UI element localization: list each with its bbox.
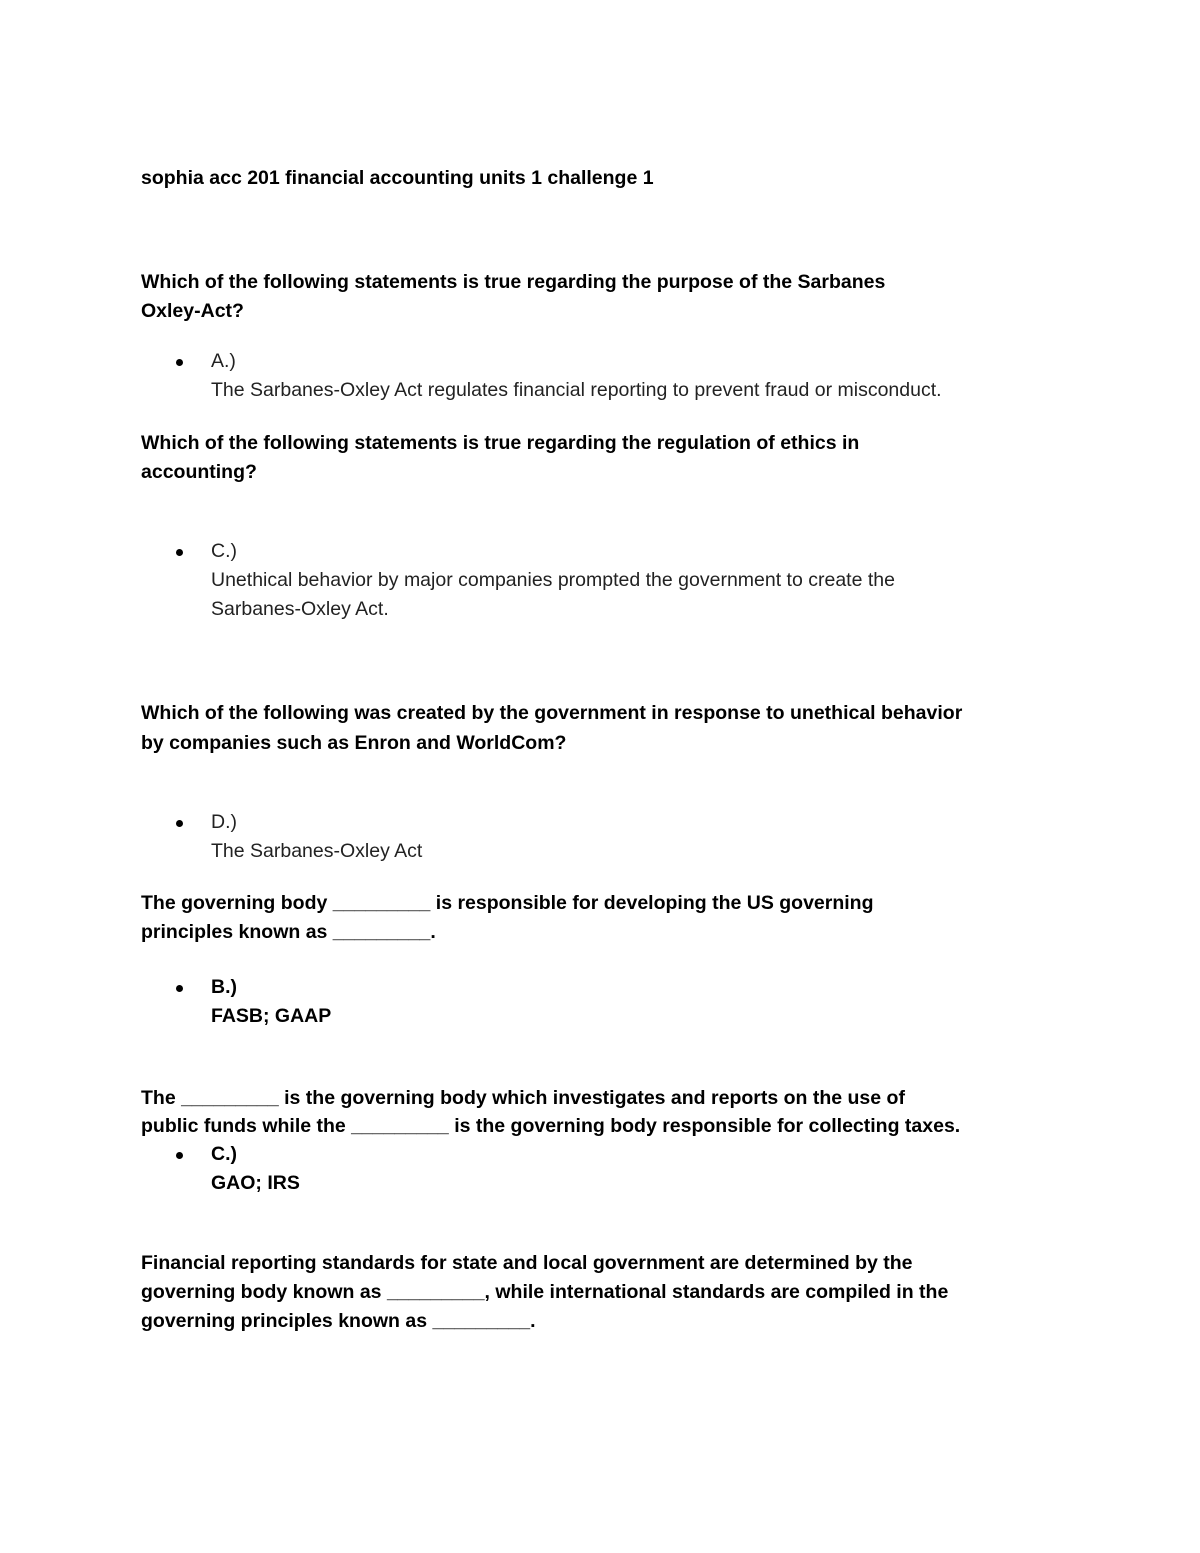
answer-2-letter: C.) <box>211 540 237 562</box>
question-1-line-1: Which of the following statements is true regarding the purpose of the Sarbanes <box>141 271 886 293</box>
answer-2-line-2: Sarbanes-Oxley Act. <box>211 598 389 620</box>
answer-1-letter: A.) <box>211 350 236 372</box>
answer-3-text <box>211 808 422 866</box>
question-5-line-2: public funds while the _________ is the governing body responsible for collecting taxes. <box>141 1115 961 1137</box>
bullet-icon <box>176 985 183 992</box>
answer-3-line-1: The Sarbanes-Oxley Act <box>211 840 423 862</box>
answer-4-letter: B.) <box>211 976 237 998</box>
bullet-icon <box>176 1152 183 1159</box>
question-4-line-1: The governing body _________ is responsible for developing the US governing <box>141 892 874 914</box>
question-6-line-1: Financial reporting standards for state and local government are determined by the <box>141 1252 913 1274</box>
answer-5-letter: C.) <box>211 1143 237 1165</box>
question-6-line-2: governing body known as _________, while international standards are compiled in the <box>141 1281 949 1303</box>
answer-4-text <box>211 973 331 1031</box>
answer-5-text <box>211 1140 300 1198</box>
document-title: sophia acc 201 financial accounting units 1 challenge 1 <box>141 167 654 189</box>
bullet-icon <box>176 820 183 827</box>
answer-5-line-1: GAO; IRS <box>211 1172 300 1194</box>
question-3-line-1: Which of the following was created by the government in response to unethical behavior <box>141 702 963 724</box>
answer-3-letter: D.) <box>211 811 237 833</box>
question-3-line-2: by companies such as Enron and WorldCom? <box>141 732 567 754</box>
question-2-line-2: accounting? <box>141 461 257 483</box>
answer-2-text <box>211 537 895 624</box>
question-4-line-2: principles known as _________. <box>141 921 436 943</box>
answer-2-line-1: Unethical behavior by major companies prompted the government to create the <box>211 569 895 591</box>
answer-4-line-1: FASB; GAAP <box>211 1005 332 1027</box>
question-6-line-3: governing principles known as _________. <box>141 1310 536 1332</box>
bullet-icon <box>176 359 183 366</box>
question-5-line-1: The _________ is the governing body which investigates and reports on the use of <box>141 1087 905 1109</box>
answer-1-line-1: The Sarbanes-Oxley Act regulates financial reporting to prevent fraud or misconduct. <box>211 379 942 401</box>
question-2-line-1: Which of the following statements is true regarding the regulation of ethics in <box>141 432 860 454</box>
question-1-line-2: Oxley-Act? <box>141 300 244 322</box>
bullet-icon <box>176 549 183 556</box>
answer-1-text <box>211 347 942 405</box>
